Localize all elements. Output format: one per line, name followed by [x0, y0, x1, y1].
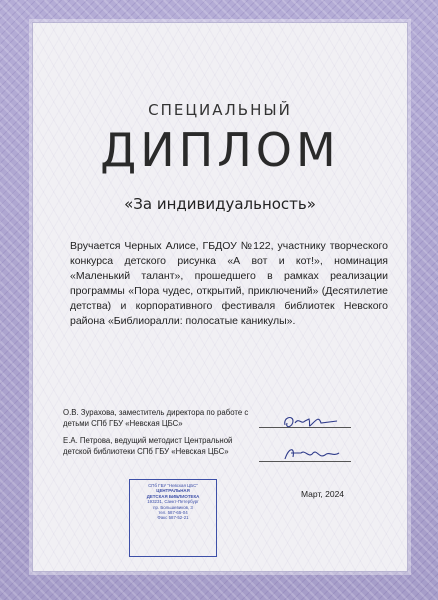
issue-date: Март, 2024	[301, 489, 345, 499]
stamp-line: ДЕТСКАЯ БИБЛИОТЕКА	[146, 493, 200, 499]
diploma-subtitle: СПЕЦИАЛЬНЫЙ	[148, 101, 292, 119]
diploma-title: ДИПЛОМ	[100, 123, 340, 177]
award-text: Вручается Черных Алисе, ГБДОУ №122, участнику творческого конкурса детского рисунка «А вот и кот!», номинация «Маленький талант», прошедшего в рамках реализации программы «Пора чудес, открытий, приключений» (Десятилетие детства) и корпоративного фестиваля библиотек Невского района «Библиоралли: полосатые каникулы».	[70, 240, 388, 327]
diploma-paper	[32, 22, 408, 572]
nomination-title: «За индивидуальность»	[124, 195, 316, 213]
signature-deputy-director	[279, 411, 343, 433]
stamp-line: СПб ГБУ "Невская ЦБС"	[148, 483, 198, 488]
stamp-line: Факс 587-52-21	[157, 515, 189, 521]
library-stamp	[129, 479, 217, 557]
signatory-deputy-director: О.В. Зурахова, заместитель директора по работе с детьми СПб ГБУ «Невская ЦБС»	[63, 408, 249, 428]
stamp-line: 193231, Санкт-Петербург	[147, 499, 199, 505]
signatory-methodologist: Е.А. Петрова, ведущий методист Центральной детской библиотеки СПб ГБУ «Невская ЦБС»	[63, 436, 233, 456]
stamp-line: пр. Большевиков, 3	[153, 504, 193, 510]
stamp-line: ЦЕНТРАЛЬНАЯ	[156, 488, 190, 494]
stamp-line: тел. 587-65-04	[158, 510, 188, 516]
signature-methodologist	[279, 443, 345, 465]
